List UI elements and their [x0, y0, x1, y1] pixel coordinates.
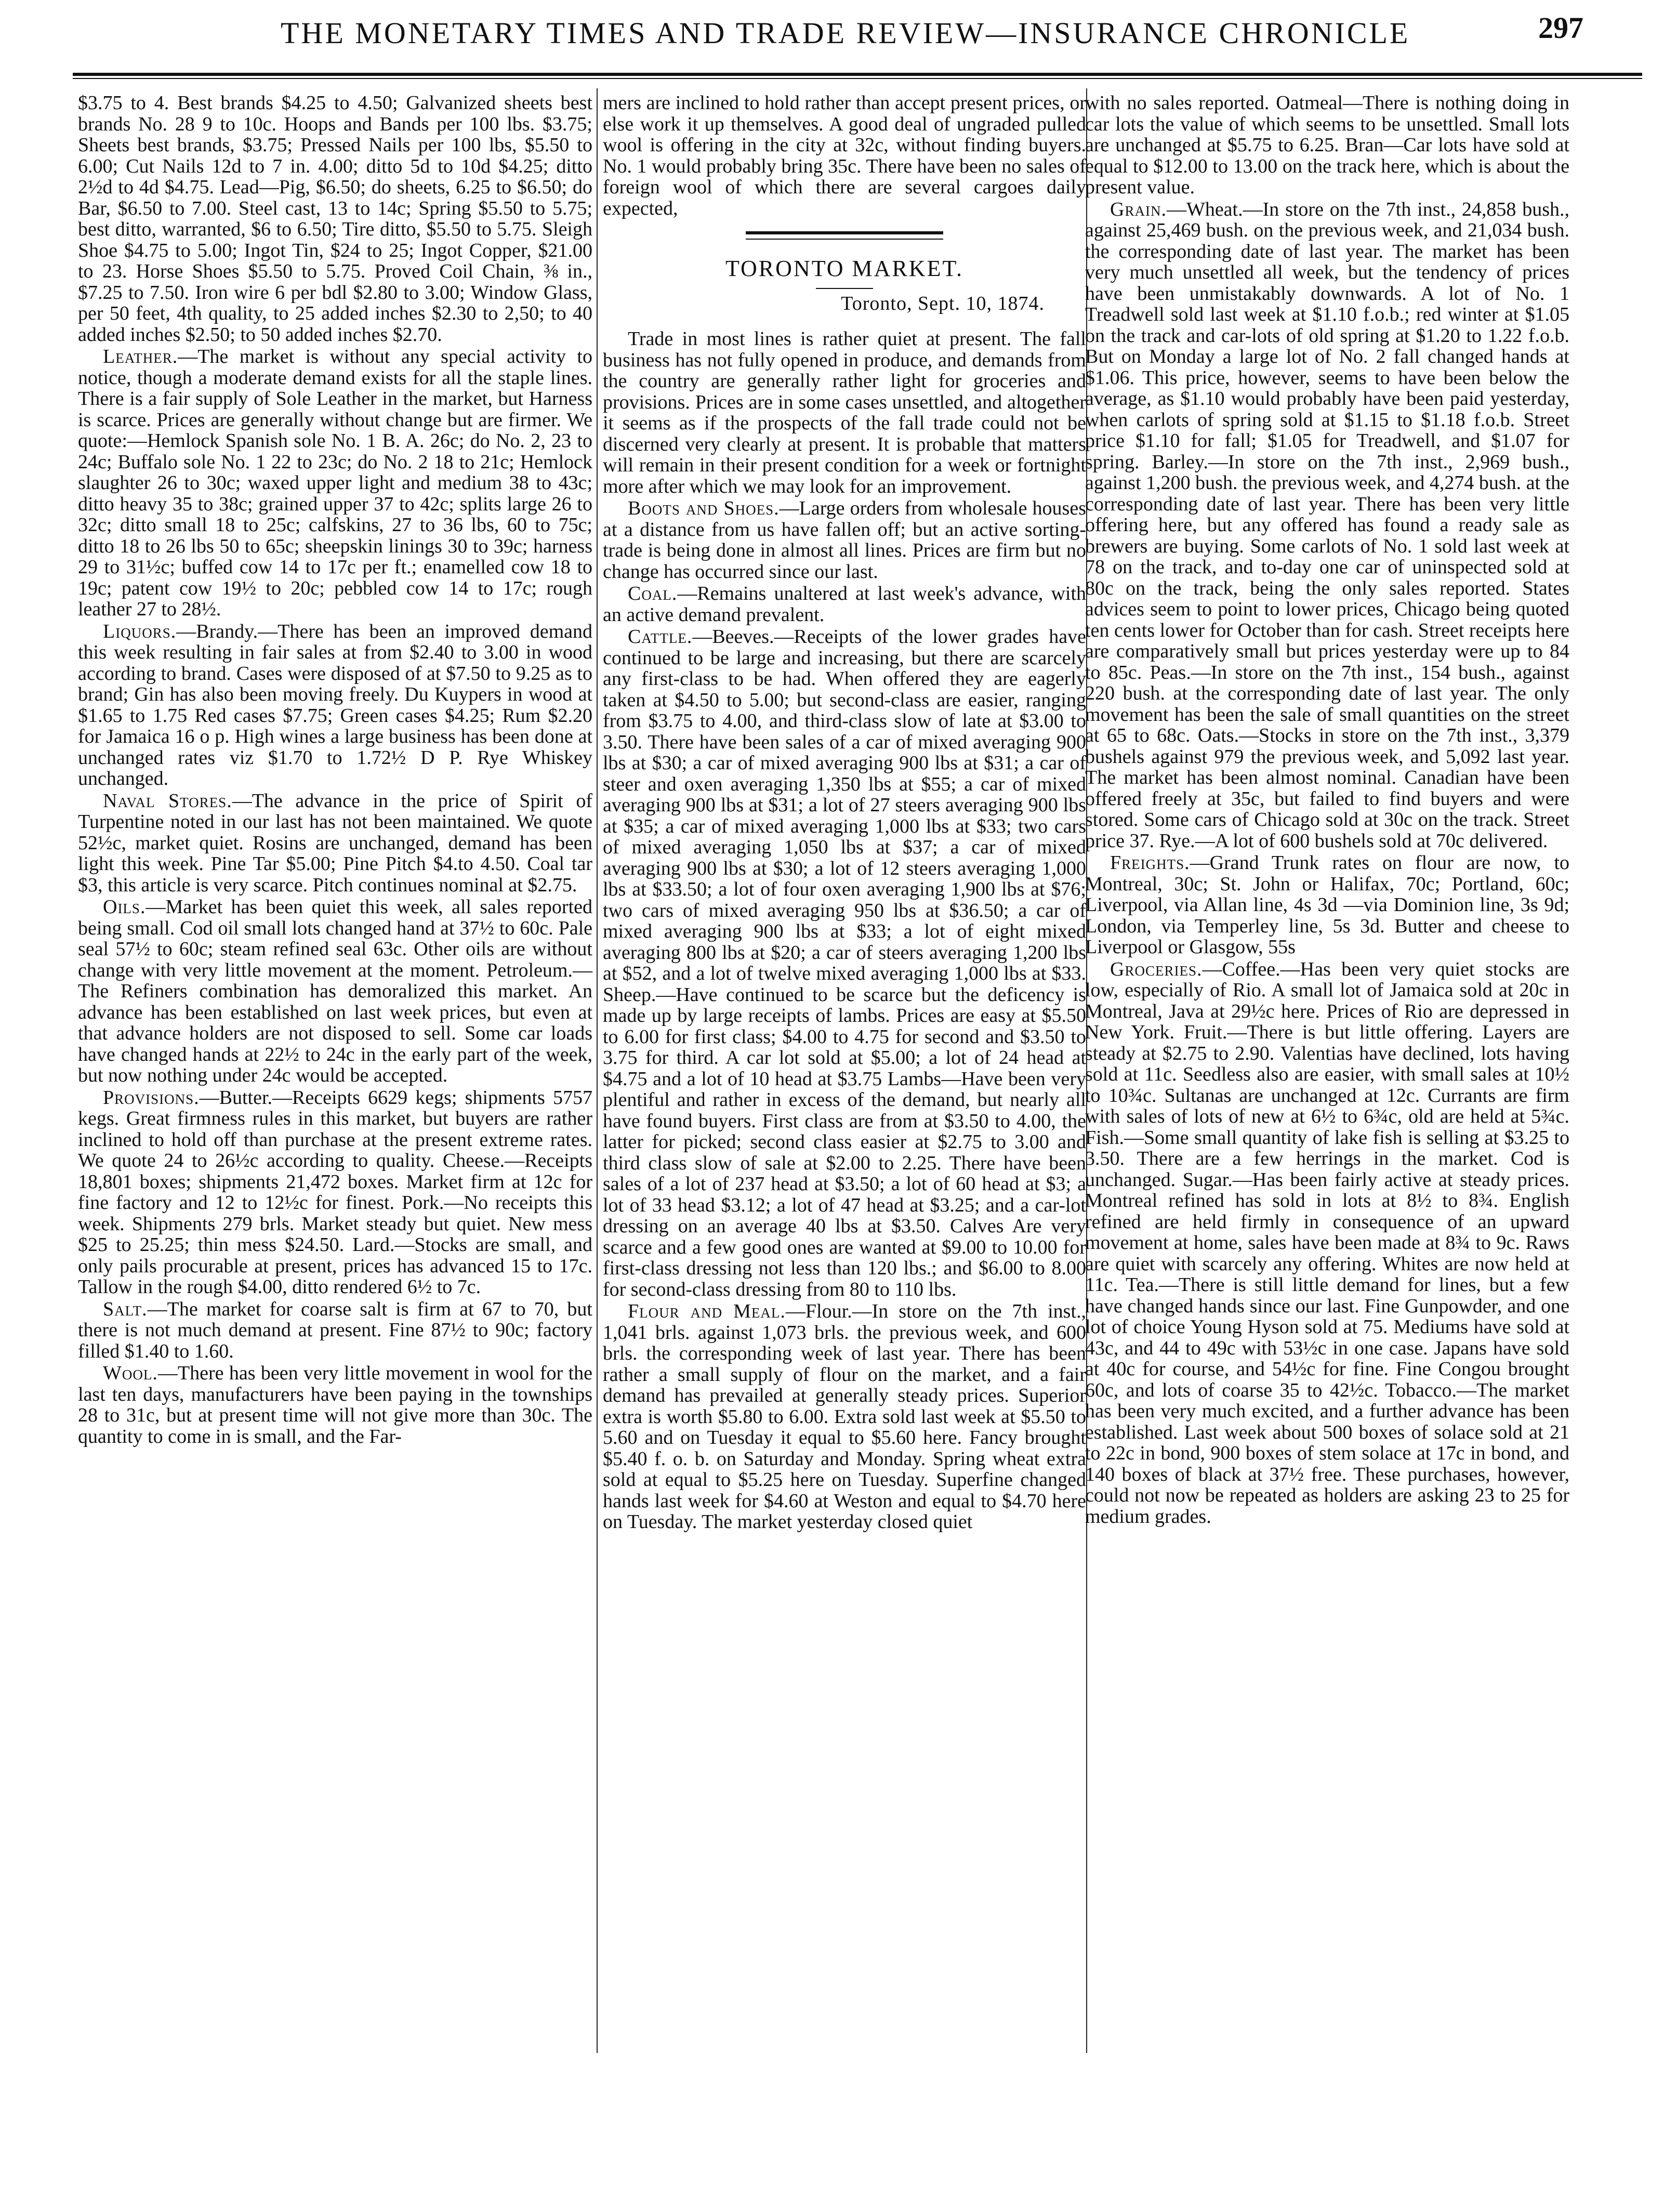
wool-heading: Wool.: [103, 1362, 158, 1384]
naval-stores-paragraph: [78, 791, 592, 896]
cattle-paragraph: [603, 626, 1086, 1300]
groceries-text: —Coffee.—Has been very quiet stocks are low, especially of Rio. A small lot of Jamaica sold at 20c in Montreal, Java at 29½c here. Prices of Rio are depressed in New York. Fruit.—There is but little offering. Layers are steady at $2.75 to 2.90. Valentias have declined, lots having sold at 11c. Seedless also are easier, with small sales at 10½ to 10¾c. Sultanas are unchanged at 12c. Currants are firm with sales of lots of new at 6½ to 6¾c, old are held at 5¾c. Fish.—Some small quantity of lake fish is selling at $3.25 to 3.50. There are a few herrings in the market. Cod is unchanged. Sugar.—Has been fairly active at steady prices. Montreal refined has sold in lots at 8½ to 8¾. English refined are held firmly in consequence of an upward movement at home, sales have been made at 8¾ to 9c. Raws are quiet with scarcely any offering. Whites are now held at 11c. Tea.—There is still little demand for lines, but a few have changed hands since our last. Fine Gunpowder, and one lot of choice Young Hyson sold at 75. Mediums have sold at 43c, and 44 to 49c with 53½c in one case. Japans have sold at 40c for course, and 54½c for fine. Fine Congou brought 60c, and lots of coarse 35 to 42½c. Tobacco.—The market has been very much excited, and a further advance has been established. Last week about 500 boxes of solace sold at 21 to 22c in bond, 900 boxes of stem solace at 17c in bond, and 140 boxes of black at 37½ free. These purchases, however, could not now be repeated as holders are asking 23 to 25 for medium grades.: [1085, 958, 1569, 1528]
section-divider: [746, 231, 943, 240]
freights-heading: Freights.: [1110, 852, 1190, 874]
wool-text: —There has been very little movement in wool for the last ten days, manufacturers have been paying in the townships 28 to 31c, but at present time will not give more than 30c. The quantity to come in is small, and the Far-: [78, 1362, 592, 1447]
leather-heading: Leather.: [103, 346, 178, 367]
masthead-title: THE MONETARY TIMES AND TRADE REVIEW—INSURANCE CHRONICLE: [281, 16, 1410, 50]
grain-paragraph: [1085, 199, 1569, 852]
flour-meal-paragraph: [603, 1301, 1086, 1533]
liquors-text: —Brandy.—There has been an improved demand this week resulting in fair sales at from $2.40 to 3.00 in wood according to brand. Cases were disposed of at $7.50 to 9.25 as to brand; Gin has also been moving freely. Du Kuypers in wood at $1.65 to 1.75 Red cases $7.75; Green cases $4.25; Rum $2.20 for Jamaica 16 o p. High wines a large business has been done at unchanged rates viz $1.70 to 1.72½ D P. Rye Whiskey unchanged.: [78, 620, 592, 789]
cattle-text: —Beeves.—Receipts of the lower grades have continued to be large and increasing, but there are scarcely any first-class to be had. When offered they are eagerly taken at $4.50 to 5.00; but second-class are easier, ranging from $3.75 to 4.00, and third-class slow of late at $3.00 to 3.50. There have been sales of a car of mixed averaging 900 lbs at $30; a car of mixed averaging 900 lbs at $31; a car of steer and oxen averaging 1,350 lbs at $55; a car of mixed averaging 900 lbs at $31; a lot of 27 steers averaging 900 lbs at $35; a car of mixed averaging 1,000 lbs at $33; two cars of mixed averaging 1,050 lbs at $37; a car of mixed averaging 900 lbs at $30; a lot of 12 steers averaging 1,000 lbs at $33.50; a lot of four oxen averaging 1,900 lbs at $76; two cars of mixed averaging 950 lbs at $36.50; a car of mixed averaging 900 lbs at $33; a lot of eight mixed averaging 800 lbs at $20; a car of steers averaging 1,200 lbs at $52, and a lot of twelve mixed averaging 1,000 lbs at $33. Sheep.—Have continued to be scarce but the deficency is made up by large receipts of lambs. Prices are easy at $5.50 to 6.00 for first class; $4.00 to 4.75 for second and $3.50 to 3.75 for third. A car lot sold at $5.00; a lot of 24 head at $4.75 and a lot of 10 head at $3.75 Lambs—Have been very plentiful and rather in excess of the demand, but nearly all have found buyers. First class are from at $3.50 to 4.00, the latter for picked; second class easier at $2.75 to 3.00 and third class slow of sale at $2.00 to 2.25. There have been sales of a lot of 237 head at $3.50; a lot of 60 head at $3; a lot of 33 head $3.12; a lot of 47 head at $3.25; and a car-lot dressing on an average 40 lbs at $3.50. Calves Are very scarce and a few good ones are wanted at $9.00 to 10.00 for first-class dressing not less than 120 lbs.; and $6.00 to 8.00 for second-class dressing from 80 to 110 lbs.: [603, 626, 1086, 1300]
page-header: [0, 0, 1677, 78]
grain-text: —Wheat.—In store on the 7th inst., 24,858 bush., against 25,469 bush. on the previous week, and 21,034 bush. the corresponding date of last year. The market has been very much unsettled all week, but the tendency of prices have been unmistakably downwards. A lot of No. 1 Treadwell sold last week at $1.10 f.o.b.; red winter at $1.05 on the track and car-lots of old spring at $1.20 to 1.22 f.o.b. But on Monday a large lot of No. 2 fall changed hands at $1.06. This price, however, seems to have been below the average, as $1.10 would probably have been paid yesterday, when carlots of spring sold at $1.15 to $1.18 f.o.b. Street price $1.10 for fall; $1.05 for Treadwell, and $1.07 for spring. Barley.—In store on the 7th inst., 2,969 bush., against 1,200 bush. the previous week, and 4,274 bush. at the corresponding date of last year. There has been very little offering here, but any offered has found a ready sale as brewers are buying. Some carlots of No. 1 sold last week at 78 on the track, and to-day one car of uninspected sold at 80c on the track, being the only sales reported. States advices seem to point to lower prices, Chicago being quoted ten cents lower for October than for cash. Street receipts here are comparatively small but prices yesterday were up to 84 to 85c. Peas.—In store on the 7th inst., 154 bush., against 220 bush. at the corresponding date of last year. The only movement has been the sale of small quantities on the street at 65 to 68c. Oats.—Stocks in store on the 7th inst., 3,379 bushels against 979 the previous week, and 5,092 last year. The market has been almost nominal. Canadian have been offered freely at 35c, but failed to find buyers and were stored. Some cars of Chicago sold at 30c on the track. Street price 37. Rye.—A lot of 600 bushels sold at 70c delivered.: [1085, 198, 1569, 852]
freights-paragraph: [1085, 852, 1569, 958]
leather-text: —The market is without any special activity to notice, though a moderate demand exists for all the staple lines. There is a fair supply of Sole Leather in the market, but Harness is scarce. Prices are generally without change but are firmer. We quote:—Hemlock Spanish sole No. 1 B. A. 26c; do No. 2, 23 to 24c; Buffalo sole No. 1 22 to 23c; do No. 2 18 to 21c; Hemlock slaughter 26 to 30c; waxed upper light and medium 38 to 43c; ditto heavy 35 to 38c; grained upper 37 to 42c; splits large 26 to 32c; ditto small 18 to 25c; calfskins, 27 to 36 lbs, 60 to 75c; ditto 18 to 26 lbs 50 to 65c; sheepskin linings 30 to 39c; harness 29 to 31½c; buffed cow 14 to 17c per ft.; enamelled cow 18 to 19c; patent cow 19½ to 20c; pebbled cow 14 to 17c; rough leather 27 to 28½.: [78, 346, 592, 620]
freights-text: —Grand Trunk rates on flour are now, to Montreal, 30c; St. John or Halifax, 70c; Portland, 60c; Liverpool, via Allan line, 4s 3d —via Dominion line, 3s 9d; London, via Temperley line, 5s 3d. Butter and cheese to Liverpool or Glasgow, 55s: [1085, 852, 1569, 958]
iron-hardware-prices: $3.75 to 4. Best brands $4.25 to 4.50; Galvanized sheets best brands No. 28 9 to 10c. Hoops and Bands per 100 lbs. $3.75; Sheets best brands, $3.75; Pressed Nails per 100 lbs, $5.50 to 6.00; Cut Nails 12d to 7 in. 4.00; ditto 5d to 10d $4.25; ditto 2½d to 4d $4.75. Lead—Pig, $6.50; do sheets, 6.25 to $6.50; do Bar, $6.50 to 7.00. Steel cast, 13 to 14c; Spring $5.50 to 5.75; best ditto, warranted, $6 to 6.50; Tire ditto, $5.50 to 5.75. Sleigh Shoe $4.75 to 5.00; Ingot Tin, $24 to 25; Ingot Copper, $21.00 to 23. Horse Shoes $5.50 to 5.75. Proved Coil Chain, ⅜ in., $7.25 to 7.50. Iron wire 6 per bdl $2.80 to 3.00; Window Glass, per 50 feet, 4th quality, to 25 added inches $2.30 to 2,50; to 40 added inches $2.50; to 50 added inches $2.70.: [78, 92, 592, 346]
wool-paragraph: [78, 1363, 592, 1447]
salt-heading: Salt.: [103, 1298, 148, 1320]
toronto-intro: Trade in most lines is rather quiet at present. The fall business has not fully opened in produce, and demands from the country are generally rather light for groceries and provisions. Prices are in some cases unsettled, and altogether it seems as if the prospects of the fall trade could not be discerned very clearly at present. It is probable that matters will remain in their present condition for a week or fortnight more after which we may look for an improvement.: [603, 328, 1086, 497]
toronto-market-heading: TORONTO MARKET.: [725, 256, 964, 281]
coal-heading: Coal.: [628, 583, 678, 604]
provisions-heading: Provisions.: [103, 1086, 200, 1109]
naval-stores-text: —The advance in the price of Spirit of Turpentine noted in our last has not been maintained. We quote 52½c, market quiet. Rosins are unchanged, demand has been light this week. Pine Tar $5.00; Pine Pitch $4.to 4.50. Coal tar $3, this article is very scarce. Pitch continues nominal at $2.75.: [78, 789, 592, 896]
naval-stores-heading: Naval Stores.: [103, 789, 232, 812]
provisions-paragraph: [78, 1087, 592, 1298]
column-divider-1: [597, 88, 598, 2053]
column-1: [78, 93, 592, 1448]
flour-continued: with no sales reported. Oatmeal—There is nothing doing in car lots the value of which seems to be unsettled. Small lots are unchanged at $5.75 to 6.25. Bran—Car lots have sold at equal to $12.00 to 13.00 on the track here, which is about the present value.: [1085, 92, 1569, 198]
wool-continued: mers are inclined to hold rather than accept present prices, or else work it up themselves. A good deal of ungraded pulled wool is offering in the city at 32c, without finding buyers. No. 1 would probably bring 35c. There have been no sales of foreign wool of which there are several cargoes daily expected,: [603, 92, 1086, 219]
boots-shoes-text: —Large orders from wholesale houses at a distance from us have fallen off; but an active sorting-trade is being done in almost all lines. Prices are firm but no change has occurred since our last.: [603, 497, 1086, 583]
groceries-paragraph: [1085, 959, 1569, 1528]
boots-shoes-heading: Boots and Shoes.: [628, 497, 780, 519]
grain-heading: Grain.: [1110, 198, 1167, 220]
page-number: 297: [1538, 11, 1583, 45]
oils-heading: Oils.: [103, 896, 146, 918]
coal-paragraph: [603, 583, 1086, 625]
salt-paragraph: [78, 1299, 592, 1362]
flour-meal-text: —Flour.—In store on the 7th inst., 1,041 brls. against 1,073 brls. the previous week, and 600 brls. the corresponding week of last year. There has been rather a small supply of flour on the market, and a fair demand has prevailed at generally steady prices. Superior extra is worth $5.80 to 6.00. Extra sold last week at $5.50 to 5.60 and on Tuesday it equal to $5.60 here. Fancy brought $5.40 f. o. b. on Saturday and Monday. Spring wheat extra sold at equal to $5.25 here on Tuesday. Superfine changed hands last week for $4.60 at Weston and equal to $4.70 here on Tuesday. The market yesterday closed quiet: [603, 1300, 1087, 1533]
provisions-text: —Butter.—Receipts 6629 kegs; shipments 5757 kegs. Great firmness rules in this market, but buyers are rather inclined to hold off than purchase at the present extreme rates. We quote 24 to 26½c according to quality. Cheese.—Receipts 18,801 boxes; shipments 21,472 boxes. Market firm at 12c for fine factory and 12 to 12½c for finest. Pork.—No receipts this week. Shipments 279 brls. Market steady but quiet. New mess $25 to 25.25; thin mess $24.50. Lard.—Stocks are small, and only pails procurable at present, prices has advanced 15 to 17c. Tallow in the rough $4.00, ditto rendered 6½ to 7c.: [78, 1086, 592, 1298]
title-rule: [816, 288, 873, 289]
liquors-paragraph: [78, 621, 592, 789]
cattle-heading: Cattle.: [628, 626, 693, 648]
leather-paragraph: [78, 346, 592, 620]
dateline: Toronto, Sept. 10, 1874.: [841, 292, 1045, 314]
header-rule-thin: [73, 78, 1642, 79]
header-rule: [73, 73, 1642, 76]
liquors-heading: Liquors.: [103, 620, 177, 642]
oils-paragraph: [78, 897, 592, 1086]
oils-text: —Market has been quiet this week, all sales reported being small. Cod oil small lots changed hand at 37½ to 60c. Pale seal 57½ to 60c; steam refined seal 63c. Other oils are without change with very little movement at the moment. Petroleum.—The Refiners combination has demoralized this market. An advance has been established on last week prices, but even at that advance holders are not disposed to sell. Some car loads have changed hands at 22½ to 24c in the early part of the week, but now nothing under 24c would be accepted.: [78, 896, 592, 1086]
coal-text: —Remains unaltered at last week's advance, with an active demand prevalent.: [603, 583, 1086, 626]
column-2: [603, 93, 1086, 1534]
groceries-heading: Groceries.: [1110, 958, 1203, 980]
boots-shoes-paragraph: [603, 498, 1086, 582]
column-3: [1085, 93, 1569, 1528]
flour-meal-heading: Flour and Meal.: [628, 1300, 786, 1322]
salt-text: —The market for coarse salt is firm at 67 to 70, but there is not much demand at present. Fine 87½ to 90c; factory filled $1.40 to 1.60.: [78, 1298, 592, 1362]
